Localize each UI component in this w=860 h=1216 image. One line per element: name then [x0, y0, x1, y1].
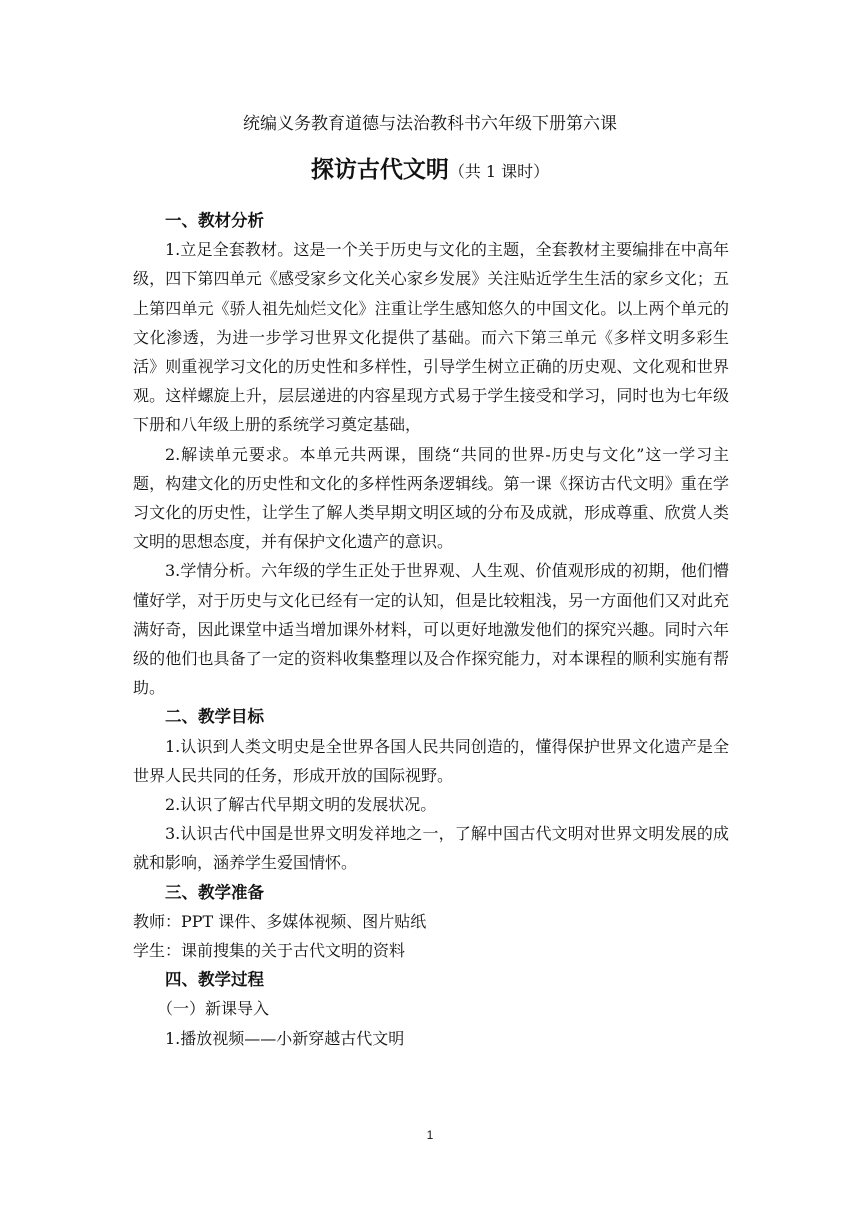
student-preparation: 学生：课前搜集的关于古代文明的资料 [133, 941, 406, 961]
paragraph: 1.认识到人类文明史是全世界各国人民共同创造的，懂得保护世界文化遗产是全世界人民共同的任务，形成开放的国际视野。 [133, 736, 729, 785]
section-heading-material-analysis: 一、教材分析 [165, 211, 264, 230]
lesson-hours-note: （共 1 课时） [448, 162, 550, 181]
paragraph: 2.解读单元要求。本单元共两课，围绕“共同的世界-历史与文化”这一学习主题，构建文化的历史性和文化的多样性两条逻辑线。第一课《探访古代文明》重在学习文化的历史性，让学生了解人类早期文明区域的分布及成就，形成尊重、欣赏人类文明的思想态度，并有保护文化遗产的意识。 [133, 444, 729, 552]
list-item: 1.播放视频——小新穿越古代文明 [165, 1028, 405, 1048]
paragraph: 2.认识了解古代早期文明的发展状况。 [165, 795, 437, 815]
document-subtitle: 统编义务教育道德与法治教科书六年级下册第六课 [243, 114, 617, 134]
section-heading-teaching-goals: 二、教学目标 [165, 707, 264, 727]
section-heading-teaching-preparation: 三、教学准备 [165, 882, 264, 902]
lesson-title: 探访古代文明 [310, 156, 449, 183]
subsection-heading: （一）新课导入 [157, 999, 270, 1019]
section-heading-teaching-process: 四、教学过程 [165, 970, 264, 990]
paragraph: 3.学情分析。六年级的学生正处于世界观、人生观、价值观形成的初期，他们懵懂好学，对于历史与文化已经有一定的认知，但是比较粗浅，另一方面他们又对此充满好奇，因此课堂中适当增加课外材料，可以更好地激发他们的探究兴趣。同时六年级的他们也具备了一定的资料收集整理以及合作探究能力，对本课程的顺利实施有帮助。 [133, 561, 729, 698]
teacher-preparation: 教师：PPT 课件、多媒体视频、图片贴纸 [133, 911, 427, 931]
paragraph: 3.认识古代中国是世界文明发祥地之一，了解中国古代文明对世界文明发展的成就和影响，涵养学生爱国情怀。 [133, 824, 729, 873]
page-number: 1 [426, 1128, 434, 1142]
document-title [0, 153, 860, 189]
document-body [133, 206, 729, 1053]
paragraph: 1.立足全套教材。这是一个关于历史与文化的主题，全套教材主要编排在中高年级，四下第四单元《感受家乡文化关心家乡发展》关注贴近学生生活的家乡文化；五上第四单元《骄人祖先灿烂文化》注重让学生感知悠久的中国文化。以上两个单元的文化渗透，为进一步学习世界文化提供了基础。而六下第三单元《多样文明多彩生活》则重视学习文化的历史性和多样性，引导学生树立正确的历史观、文化观和世界观。这样螺旋上升，层层递进的内容星现方式易于学生接受和学习，同时也为七年级下册和八年级上册的系统学习奠定基础， [133, 240, 729, 435]
